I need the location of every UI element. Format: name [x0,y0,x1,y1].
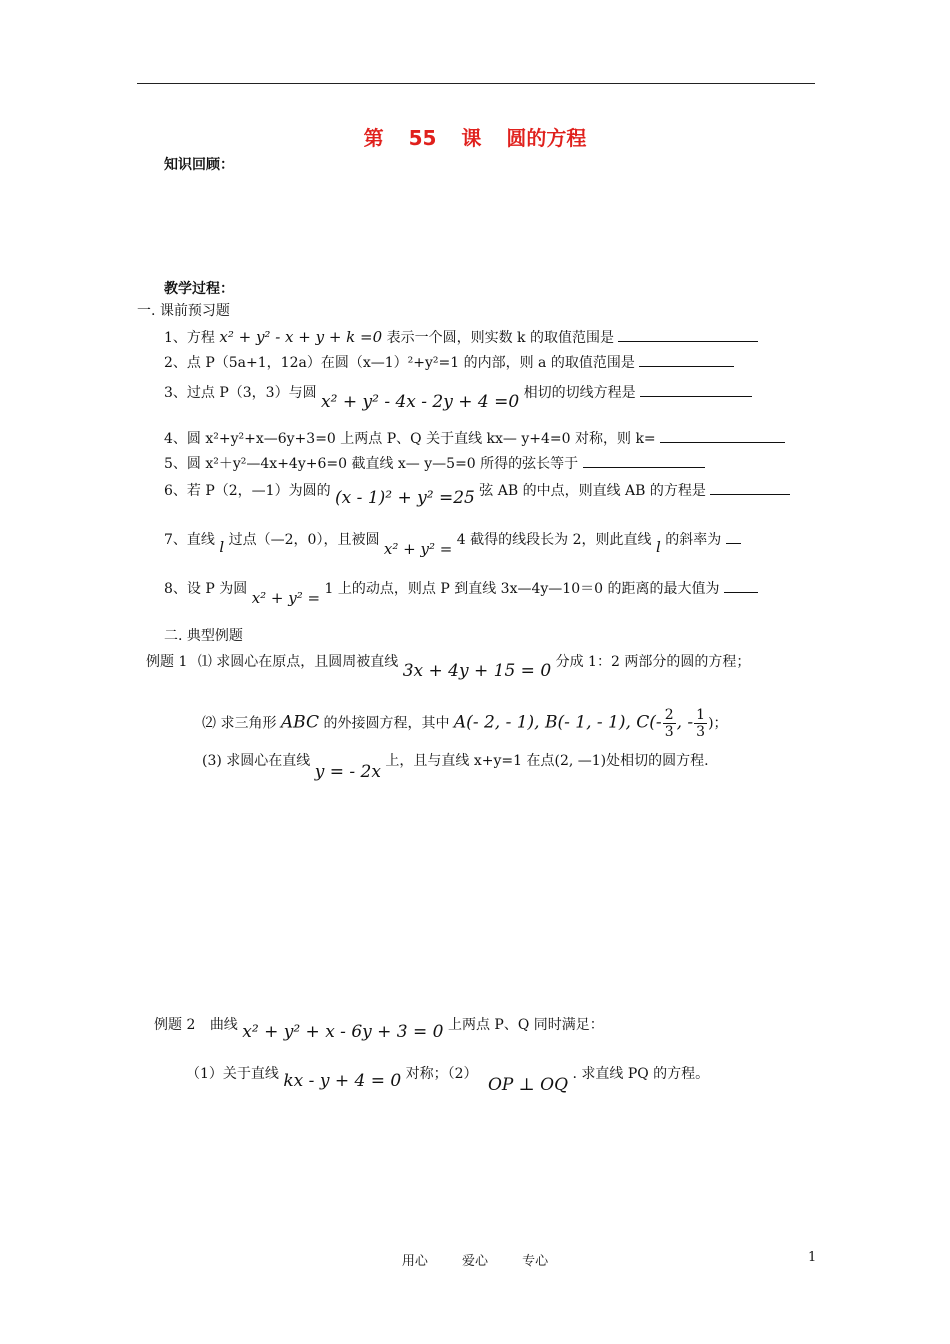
ex1-part2-middle: 的外接圆方程，其中 [323,715,450,732]
q7-middle-2: 4 截得的线段长为 2，则此直线 [456,532,652,548]
ex1-part2-end: )； [708,715,728,732]
q7-line-symbol: l [219,538,225,556]
q1-prefix: 1、方程 [164,330,215,346]
ex1-part3-line-equation: y = - 2x [314,762,381,782]
section-2-heading: 二. 典型例题 [164,628,243,644]
q6-answer-blank [710,480,790,495]
ex1-part2-triangle: ABC [280,712,319,733]
question-7 [164,529,741,558]
process-heading: 教学过程： [164,281,234,297]
q7-answer-blank [726,529,741,544]
example-2 [154,1014,604,1042]
ex1-part2-prefix: ⑵ 求三角形 [202,715,277,732]
example-1-part-1 [146,651,751,681]
question-1 [164,327,758,348]
q2-answer-blank [639,352,734,367]
section-1-heading: 一. 课前预习题 [137,303,230,319]
ex2-condition-suffix: . 求直线 PQ 的方程。 [572,1066,710,1082]
ex2-condition-1-prefix: （1）关于直线 [186,1066,279,1082]
ex1-part1-suffix: 分成 1：2 两部分的圆的方程； [555,654,751,670]
ex2-symmetry-line-equation: kx - y + 4 = 0 [283,1071,402,1091]
example-2-label: 例题 2 [154,1017,196,1033]
q3-suffix: 相切的切线方程是 [523,385,636,401]
question-8 [164,578,758,607]
q8-suffix: 1 上的动点，则点 P 到直线 3x—4y—10＝0 的距离的最大值为 [324,581,720,597]
q8-prefix: 8、设 P 为圆 [164,581,248,597]
q7-middle: 过点（—2，0），且被圆 [228,532,380,548]
question-5 [164,453,705,474]
q4-text: 4、圆 x²+y²+x—6y+3=0 上两点 P、Q 关于直线 kx— y+4=0 对称，则 k= [164,431,656,447]
example-2-conditions [186,1063,710,1095]
question-4 [164,428,785,449]
ex1-part3-suffix: 上，且与直线 x+y=1 在点(2, —1)处相切的圆方程. [385,753,709,769]
ex2-prefix: 曲线 [209,1017,238,1033]
q8-answer-blank [724,578,758,593]
example-1-part-3 [202,750,709,782]
q3-answer-blank [640,382,752,397]
q6-equation: (x - 1)² + y² =25 [335,488,475,508]
ex2-condition-middle: 对称；（2） [405,1066,478,1082]
q7-suffix: 的斜率为 [665,532,722,548]
q5-text: 5、圆 x²＋y²—4x+4y+6=0 截直线 x— y—5=0 所得的弦长等于 [164,456,579,472]
example-1-label: 例题 1 [146,654,188,670]
question-3 [164,382,752,412]
question-2 [164,352,734,373]
q1-equation: x² + y² - x + y + k =0 [219,328,383,346]
q1-suffix: 表示一个圆，则实数 k 的取值范围是 [386,330,614,346]
ex2-perpendicular-condition: OP ⊥ OQ [487,1075,569,1095]
q4-answer-blank [660,428,785,443]
ex1-part2-points: A(- 2, - 1), B(- 1, - 1), C(- [453,712,662,733]
ex1-fraction-2: $\frac{1}{3}$ [696,707,706,740]
q3-equation: x² + y² - 4x - 2y + 4 =0 [321,392,520,412]
ex2-curve-equation: x² + y² + x - 6y + 3 = 0 [242,1022,444,1042]
ex1-fraction-1: $\frac{2}{3}$ [664,707,674,740]
q7-prefix: 7、直线 [164,532,215,548]
ex2-suffix: 上两点 P、Q 同时满足： [447,1017,604,1033]
question-6 [164,480,790,508]
q7-circle-equation: x² + y² = [383,540,453,558]
q3-prefix: 3、过点 P（3，3）与圆 [164,385,317,401]
review-heading: 知识回顾： [164,157,234,173]
page-footer: 用心 爱心 专心 [401,1254,549,1269]
ex1-part3-prefix: (3) 求圆心在直线 [202,753,311,769]
ex1-part2-separator: , - [676,712,694,733]
q6-suffix: 弦 AB 的中点，则直线 AB 的方程是 [479,483,706,499]
page-title: 第 55 课 圆的方程 [363,126,587,150]
ex1-part1-prefix: ⑴ 求圆心在原点，且圆周被直线 [197,654,399,670]
q1-answer-blank [618,327,758,342]
q8-circle-equation: x² + y² = [251,589,321,607]
example-1-part-2 [202,707,728,740]
q7-line-symbol-2: l [655,538,661,556]
header-rule [137,83,815,84]
page-number: 1 [808,1250,817,1265]
q2-text: 2、点 P（5a+1，12a）在圆（x—1）²+y²=1 的内部，则 a 的取值范围是 [164,355,635,371]
q6-prefix: 6、若 P（2，—1）为圆的 [164,483,331,499]
ex1-part1-line-equation: 3x + 4y + 15 = 0 [402,661,552,681]
q5-answer-blank [583,453,705,468]
